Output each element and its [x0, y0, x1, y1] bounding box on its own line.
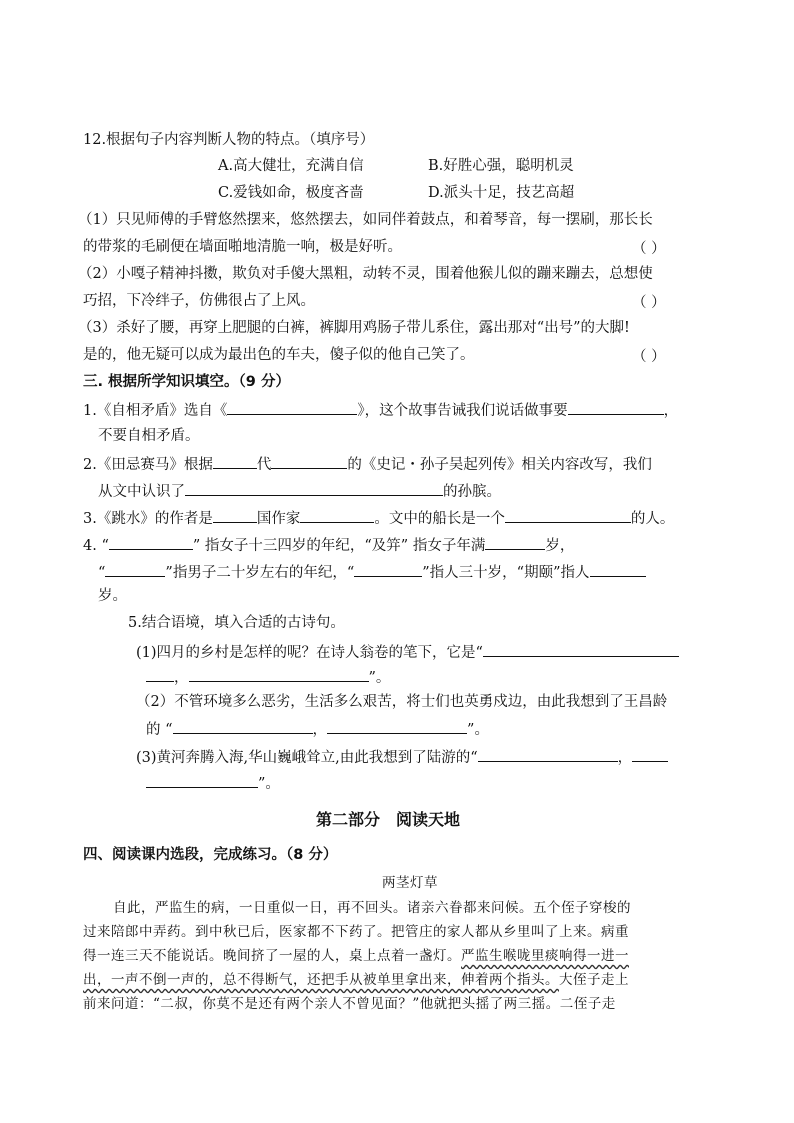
s3-q3-text-a: 3.《跳水》的作者是: [83, 511, 213, 527]
s3-q5-p3-line1: [136, 746, 668, 768]
s3-q5-p3-line2: [146, 772, 280, 794]
s3-q3-blank-country[interactable]: [213, 507, 257, 523]
s3-q4-line2: [98, 561, 646, 583]
s3-q3-line: [83, 507, 674, 529]
q12-item1-line2: 的带浆的毛刷便在墙面啪地清脆一响，极是好听。: [83, 239, 402, 255]
s3-q3-text-d: 的人。: [630, 511, 675, 527]
s3-q5-p1-line2: [146, 666, 390, 688]
s3-q5-p2-blank-2[interactable]: [327, 718, 467, 734]
s3-q4-line3: 岁。: [98, 588, 127, 604]
s3-q2-text-line2b: 的孙膑。: [443, 484, 501, 500]
s3-q1-blank-source[interactable]: [227, 399, 357, 415]
q12-item2-line2: 巧招，下冷绊子，仿佛很占了上风。: [83, 293, 315, 309]
passage-line-3-text: 得一连三天不能说话。晚间挤了一屋的人，桌上点着一盏灯。: [83, 948, 461, 964]
s3-q5-p2-text-c: ，: [312, 722, 328, 738]
s3-q4-blank-age2[interactable]: [590, 561, 646, 577]
s3-q1-line2: 不要自相矛盾。: [98, 428, 200, 444]
s3-q1-text-a: 1.《自相矛盾》选自《: [83, 403, 228, 419]
s3-q4-line1: [83, 534, 574, 556]
section4-heading: 四、阅读课内选段，完成练习。（8 分）: [83, 847, 338, 863]
q12-answer-paren-1[interactable]: （ ）: [632, 241, 666, 257]
s3-q5-title: 5.结合语境，填入合适的古诗句。: [128, 615, 345, 631]
s3-q1-blank-lesson[interactable]: [568, 399, 664, 415]
s3-q2-text-a: 2.《田忌赛马》根据: [83, 457, 213, 473]
q12-option-c: C.爱钱如命，极度吝啬: [218, 185, 364, 201]
s3-q2-text-line2a: 从文中认识了: [98, 484, 185, 500]
s3-q2-blank-description[interactable]: [185, 480, 443, 496]
s3-q2-text-b: 代: [256, 457, 272, 473]
s3-q5-p1-blank-1-cont[interactable]: [146, 666, 174, 682]
s3-q3-blank-author[interactable]: [300, 507, 374, 523]
q12-item2-line1: （2）小嘎子精神抖擞，欺负对手傻大黑粗，动转不灵，围着他猴儿似的蹦来蹦去，总想使: [78, 266, 653, 282]
s3-q5-p2-line1: （2）不管环境多么恶劣，生活多么艰苦，将士们也英勇戍边，由此我想到了王昌龄: [136, 694, 668, 710]
s3-q5-p2-blank-1[interactable]: [173, 718, 313, 734]
s3-q5-p2-text-d: ”。: [467, 722, 489, 738]
s3-q2-blank-author[interactable]: [271, 453, 347, 469]
s3-q5-p1-text-b: ，: [174, 670, 189, 686]
s3-q2-line2: [98, 480, 501, 502]
s3-q4-text-a: 4. “: [83, 538, 109, 554]
s3-q5-p3-blank-1[interactable]: [478, 746, 618, 762]
passage-line-3-wavy: 严监生喉咙里痰响得一进一: [461, 948, 629, 964]
q12-title: 12.根据句子内容判断人物的特点。（填序号）: [83, 132, 375, 148]
s3-q5-p1-text-c: ”。: [368, 670, 391, 686]
s3-q4-blank-term1[interactable]: [109, 534, 193, 550]
s3-q3-text-b: 国作家: [256, 511, 301, 527]
s3-q4-blank-age[interactable]: [485, 534, 545, 550]
s3-q1-line1: [83, 399, 678, 421]
passage-title: 两茎灯草: [382, 875, 438, 891]
s3-q4-text-c: 岁，: [545, 538, 575, 554]
s3-q5-p1-blank-1[interactable]: [483, 641, 679, 657]
s3-q4-text-b: ” 指女子十三四岁的年纪，“及笄” 指女子年满: [192, 538, 486, 554]
s3-q5-p3-blank-2[interactable]: [146, 772, 258, 788]
s3-q5-p1-text-a: (1)四月的乡村是怎样的呢？在诗人翁卷的笔下，它是“: [136, 645, 483, 661]
s3-q3-text-c: 。文中的船长是一个: [374, 511, 505, 527]
s3-q5-p3-blank-2-start[interactable]: [632, 746, 668, 762]
s3-q4-text-line2b: ”指男子二十岁左右的年纪，“: [165, 565, 355, 581]
passage-line-3: [83, 946, 629, 966]
s3-q2-text-c: 的《史记・孙子吴起列传》相关内容改写，我们: [347, 457, 652, 473]
s3-q5-p1-line1: [136, 641, 679, 663]
s3-q5-p1-blank-2[interactable]: [189, 666, 369, 682]
s3-q2-line1: [83, 453, 652, 475]
s3-q4-blank-term2[interactable]: [105, 561, 165, 577]
s3-q1-text-c: ，: [663, 403, 679, 419]
s3-q4-text-line2c: ”指人三十岁，“期颐”指人: [422, 565, 590, 581]
q12-item3-line1: （3）杀好了腰，再穿上肥腿的白裤，裤脚用鸡肠子带儿系住，露出那对“出号”的大脚!: [78, 320, 630, 336]
passage-line-4-wavy: 出，一声不倒一声的，总不得断气，还把手从被单里拿出来，伸着两个指头。: [83, 972, 559, 988]
q12-item1-line1: （1）只见师傅的手臂悠然摆来，悠然摆去，如同伴着鼓点，和着琴音，每一摆刷，那长长: [78, 212, 653, 228]
s3-q3-blank-captain[interactable]: [505, 507, 631, 523]
section3-heading: 三. 根据所学知识填空。（9 分）: [83, 374, 290, 390]
s3-q5-p2-text-b: 的 “: [146, 722, 173, 738]
s3-q5-p3-text-a: (3)黄河奔腾入海,华山巍峨耸立,由此我想到了陆游的“: [136, 750, 478, 766]
passage-line-4-tail: 大侄子走上: [559, 972, 629, 988]
s3-q5-p3-text-c: ”。: [258, 776, 280, 792]
s3-q5-p3-text-b: ，: [617, 750, 633, 766]
passage-line-1: 自此，严监生的病，一日重似一日，再不回头。诸亲六眷都来问候。五个侄子穿梭的: [113, 900, 631, 916]
s3-q2-blank-dynasty[interactable]: [213, 453, 257, 469]
q12-item3-line2: 是的，他无疑可以成为最出色的车夫，傻子似的他自己笑了。: [83, 347, 475, 363]
part2-heading: 第二部分 阅读天地: [316, 810, 461, 829]
passage-line-5: 前来问道：“二叔，你莫不是还有两个亲人不曾见面？”他就把头摇了两三摇。二侄子走: [83, 996, 616, 1012]
s3-q4-text-line2a: “: [98, 565, 106, 581]
q12-option-b: B.好胜心强，聪明机灵: [428, 158, 574, 174]
s3-q5-p2-line2: [146, 718, 489, 740]
passage-line-4: [83, 970, 629, 990]
q12-option-a: A.高大健壮，充满自信: [218, 158, 364, 174]
passage-line-2: 过来陪郎中弄药。到中秋已后，医家都不下药了。把管庄的家人都从乡里叫了上来。病重: [83, 924, 629, 940]
s3-q4-blank-term3[interactable]: [354, 561, 422, 577]
q12-answer-paren-3[interactable]: （ ）: [632, 349, 666, 365]
q12-option-d: D.派头十足，技艺高超: [428, 185, 575, 201]
q12-answer-paren-2[interactable]: （ ）: [632, 295, 666, 311]
s3-q1-text-b: 》，这个故事告诫我们说话做事要: [357, 403, 568, 419]
